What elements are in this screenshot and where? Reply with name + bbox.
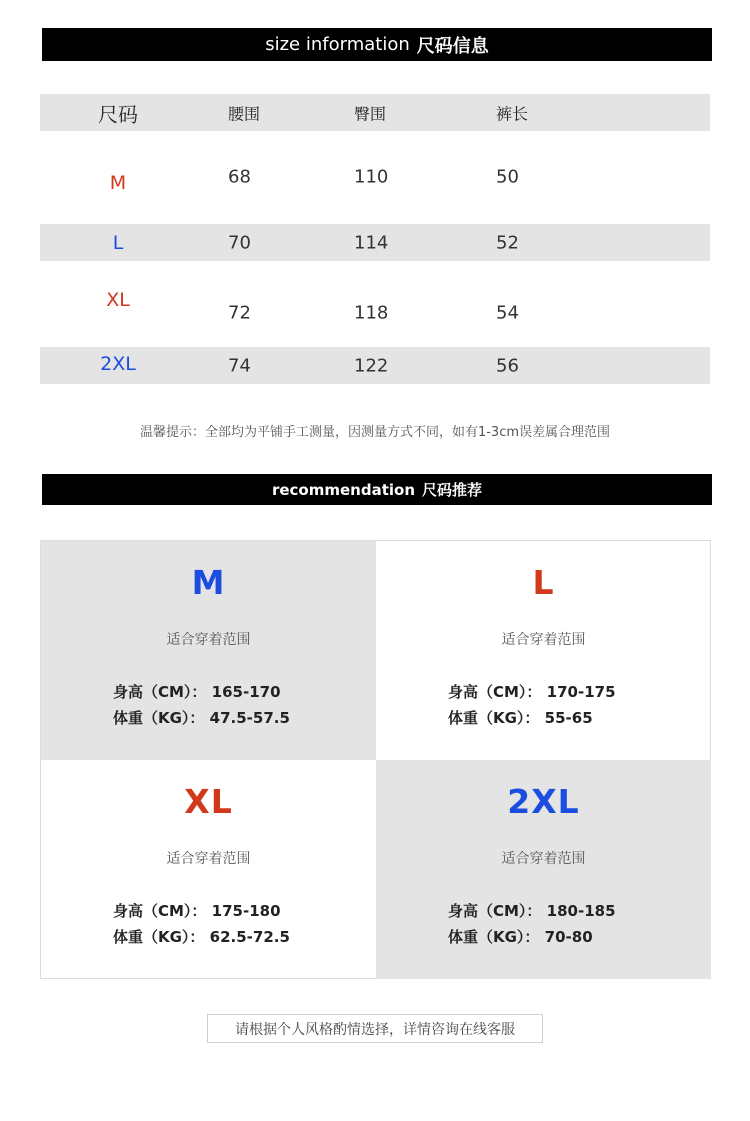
recommendation-grid <box>40 540 711 979</box>
card-weight-range: 体重（KG）： 55-65 <box>448 709 593 727</box>
card-height-range: 身高（CM）： 170-175 <box>448 683 616 701</box>
table-row: L 70 114 52 <box>40 224 710 261</box>
hip-cell: 114 <box>354 232 389 253</box>
table-row: M 68 110 50 <box>109 166 519 194</box>
waist-cell: 70 <box>228 232 251 253</box>
waist-cell: 74 <box>228 355 251 376</box>
recommendation-card-2xl <box>376 760 711 979</box>
waist-cell: 68 <box>228 166 251 188</box>
length-cell: 50 <box>496 166 519 188</box>
footer-advice: 请根据个人风格酌情选择，详情咨询在线客服 <box>207 1014 543 1043</box>
card-weight-range: 体重（KG）： 47.5-57.5 <box>113 709 290 727</box>
card-fit-label: 适合穿着范围 <box>166 851 251 867</box>
recommendation-card-l <box>376 541 711 760</box>
hip-cell: 122 <box>354 355 389 376</box>
card-fit-label: 适合穿着范围 <box>501 851 586 867</box>
table-row: 2XL 74 122 56 <box>40 347 710 384</box>
recommendation-card-xl <box>41 760 376 979</box>
card-height-range: 身高（CM）： 175-180 <box>113 902 281 920</box>
card-size-label: L <box>532 563 555 602</box>
header-length: 裤长 <box>496 104 529 123</box>
header-waist: 腰围 <box>228 104 261 123</box>
recommendation-title-en: recommendation <box>271 480 416 499</box>
table-row: XL 72 118 54 <box>106 289 519 324</box>
header-hip: 臀围 <box>354 104 387 123</box>
recommendation-card-m <box>41 541 376 760</box>
card-size-label: XL <box>184 782 233 821</box>
card-height-range: 身高（CM）： 165-170 <box>113 683 281 701</box>
measurement-note: 温馨提示：全部均为平铺手工测量，因测量方式不同，如有1-3cm误差属合理范围 <box>139 425 611 440</box>
recommendation-banner <box>42 474 712 505</box>
hip-cell: 110 <box>354 166 389 188</box>
hip-cell: 118 <box>354 302 389 324</box>
length-cell: 52 <box>496 232 519 253</box>
size-information-title-en: size information <box>265 34 410 55</box>
length-cell: 56 <box>496 355 519 376</box>
card-weight-range: 体重（KG）： 70-80 <box>448 928 593 946</box>
card-weight-range: 体重（KG）： 62.5-72.5 <box>113 928 290 946</box>
card-size-label: M <box>191 563 226 602</box>
card-fit-label: 适合穿着范围 <box>166 632 251 648</box>
recommendation-title-cn: 尺码推荐 <box>422 481 483 499</box>
length-cell: 54 <box>496 302 519 324</box>
card-fit-label: 适合穿着范围 <box>501 632 586 648</box>
table-header-row: 尺码 腰围 臀围 裤长 <box>40 94 710 131</box>
card-height-range: 身高（CM）： 180-185 <box>448 902 616 920</box>
size-information-banner <box>42 28 712 61</box>
size-information-title-cn: 尺码信息 <box>416 35 489 57</box>
waist-cell: 72 <box>228 302 251 324</box>
card-size-label: 2XL <box>507 782 580 821</box>
